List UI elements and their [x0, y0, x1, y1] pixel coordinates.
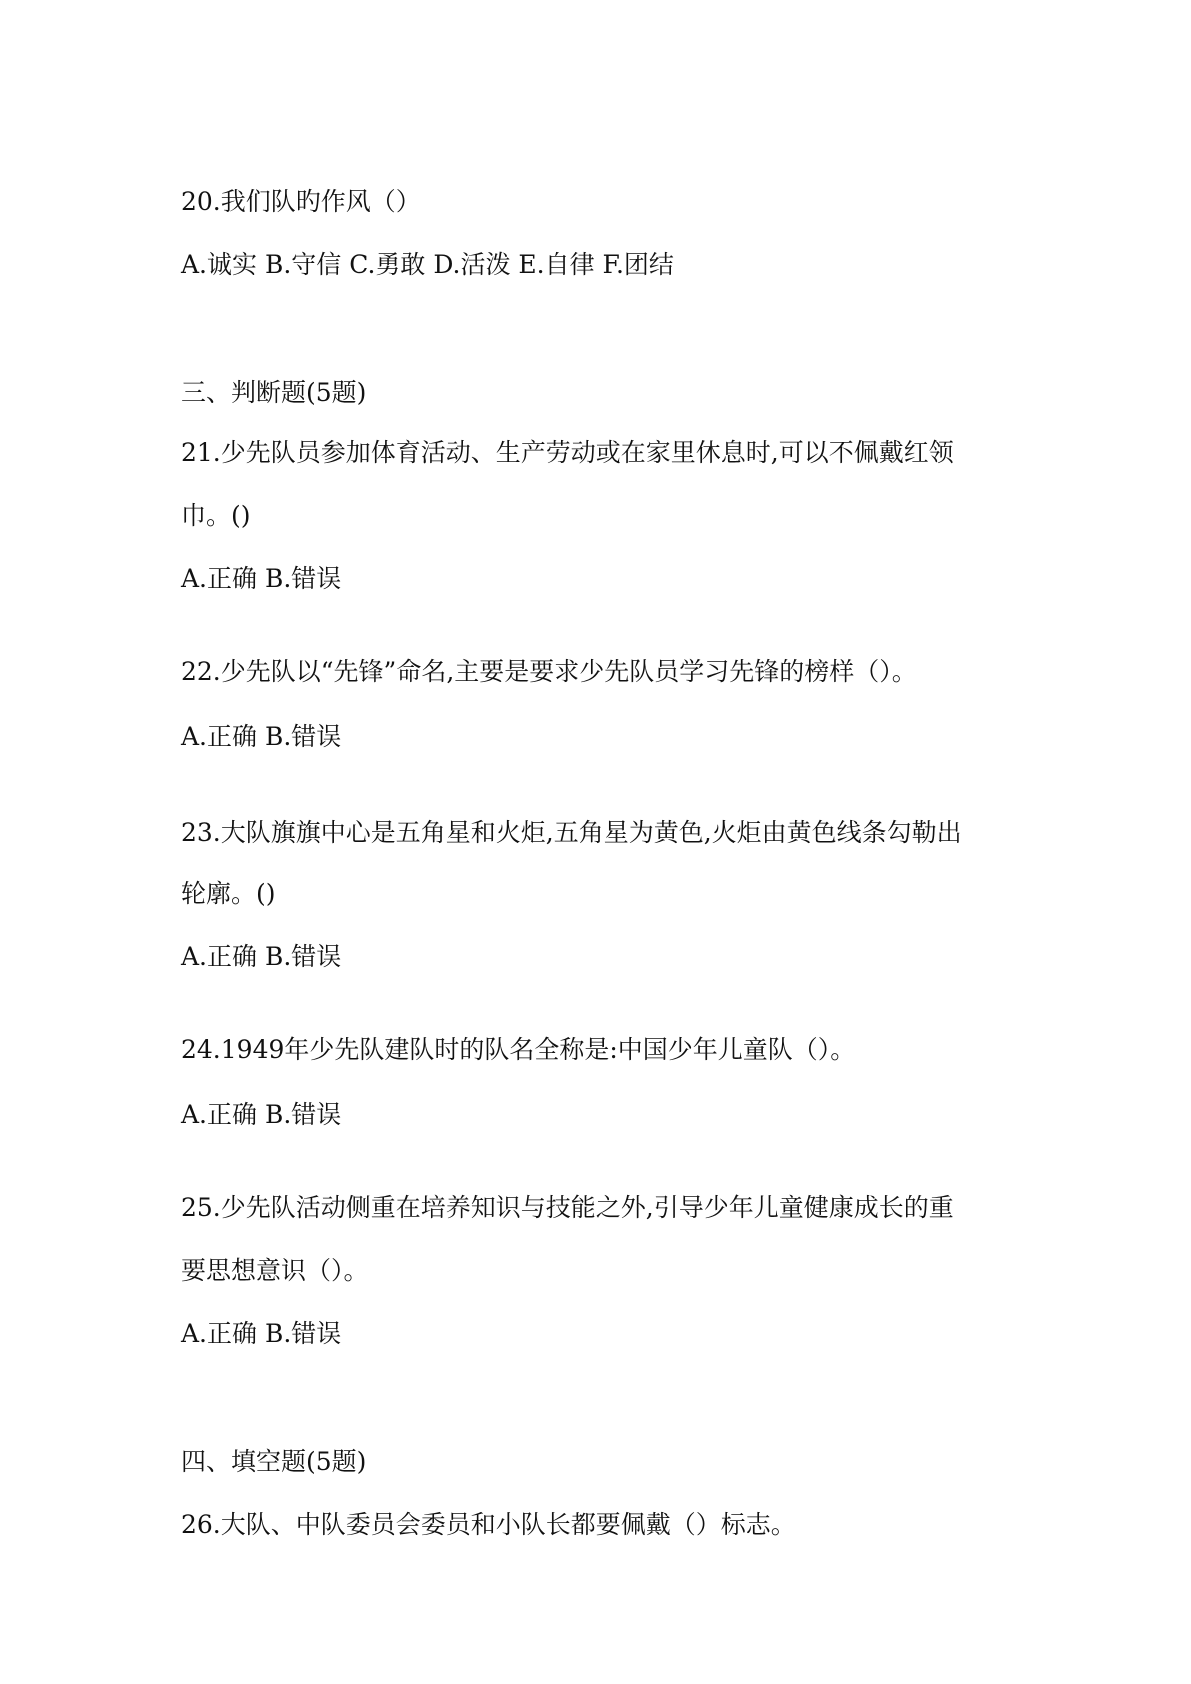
- section-4-heading: 四、填空题(5题): [181, 1447, 367, 1476]
- section-3-heading: 三、判断题(5题): [181, 378, 367, 407]
- question-20-options: A.诚实 B.守信 C.勇敢 D.活泼 E.自律 F.团结: [181, 250, 674, 279]
- question-21-options: A.正确 B.错误: [181, 564, 342, 593]
- question-21-line-1: 21.少先队员参加体育活动、生产劳动或在家里休息时,可以不佩戴红领: [181, 438, 954, 467]
- question-26: 26.大队、中队委员会委员和小队长都要佩戴（）标志。: [181, 1510, 796, 1539]
- question-23-line-1: 23.大队旗旗中心是五角星和火炬,五角星为黄色,火炬由黄色线条勾勒出: [181, 818, 962, 847]
- question-25-line-2: 要思想意识（）。: [181, 1256, 369, 1285]
- question-23-options: A.正确 B.错误: [181, 942, 342, 971]
- question-24: 24.1949年少先队建队时的队名全称是:中国少年儿童队（）。: [181, 1035, 856, 1064]
- question-23-line-2: 轮廓。(): [181, 879, 276, 908]
- question-25-line-1: 25.少先队活动侧重在培养知识与技能之外,引导少年儿童健康成长的重: [181, 1193, 954, 1222]
- question-24-options: A.正确 B.错误: [181, 1100, 342, 1129]
- question-22-options: A.正确 B.错误: [181, 722, 342, 751]
- question-20: 20.我们队旳作风（）: [181, 187, 421, 216]
- question-22: 22.少先队以“先锋”命名,主要是要求少先队员学习先锋的榜样（）。: [181, 657, 917, 686]
- question-21-line-2: 巾。(): [181, 501, 251, 530]
- question-25-options: A.正确 B.错误: [181, 1319, 342, 1348]
